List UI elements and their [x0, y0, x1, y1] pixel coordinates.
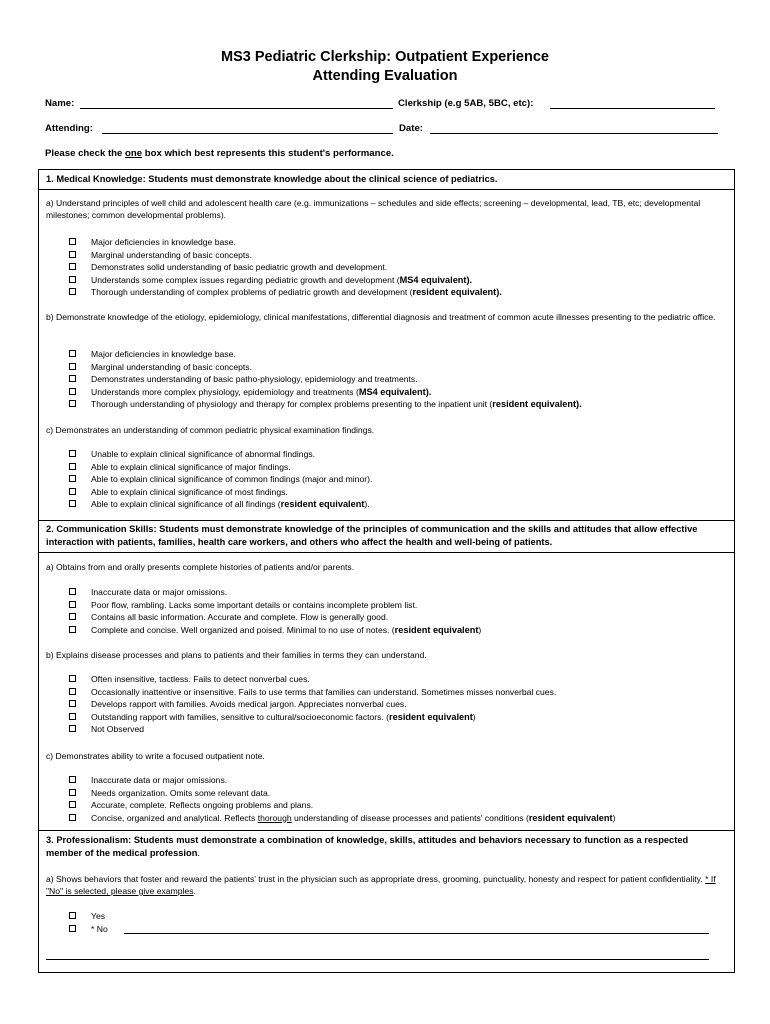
checkbox[interactable] — [69, 700, 76, 707]
option[interactable]: Inaccurate data or major omissions. — [69, 774, 724, 787]
option[interactable]: Thorough understanding of physiology and therapy for complex problems presenting to the inpatient unit (resident equivalent). — [69, 398, 724, 411]
evaluation-box — [38, 169, 735, 973]
checkbox[interactable] — [69, 375, 76, 382]
divider — [39, 520, 734, 521]
checkbox[interactable] — [69, 363, 76, 370]
option[interactable]: Develops rapport with families. Avoids medical jargon. Appreciates nonverbal cues. — [69, 698, 724, 711]
option[interactable]: Demonstrates understanding of basic patho-physiology, epidemiology and treatments. — [69, 373, 724, 386]
checkbox[interactable] — [69, 912, 76, 919]
option[interactable]: Inaccurate data or major omissions. — [69, 586, 724, 599]
date-field[interactable] — [430, 133, 718, 134]
checkbox[interactable] — [69, 675, 76, 682]
option[interactable]: Understands more complex physiology, epidemiology and treatments (MS4 equivalent). — [69, 386, 724, 399]
attending-field[interactable] — [102, 133, 393, 134]
option[interactable]: Thorough understanding of complex problems of pediatric growth and development (resident equivalent). — [69, 286, 724, 299]
option[interactable]: Understands some complex issues regarding pediatric growth and development (MS4 equivalent). — [69, 274, 724, 287]
checkbox[interactable] — [69, 801, 76, 808]
option[interactable]: Occasionally inattentive or insensitive. Fails to use terms that families can understand. Sometimes misses nonverbal cues. — [69, 686, 724, 699]
option[interactable]: Often insensitive, tactless. Fails to detect nonverbal cues. — [69, 673, 724, 686]
checkbox[interactable] — [69, 475, 76, 482]
option[interactable]: Poor flow, rambling. Lacks some important details or contains incomplete problem list. — [69, 599, 724, 612]
checkbox[interactable] — [69, 925, 76, 932]
clerkship-label: Clerkship (e.g 5AB, 5BC, etc): — [398, 98, 534, 109]
examples-line[interactable] — [124, 933, 709, 934]
option[interactable]: Unable to explain clinical significance of abnormal findings. — [69, 448, 724, 461]
option[interactable]: Complete and concise. Well organized and poised. Minimal to no use of notes. (resident equivalent) — [69, 624, 724, 637]
divider — [39, 830, 734, 831]
checkbox[interactable] — [69, 238, 76, 245]
section-1b-options — [69, 348, 724, 411]
checkbox[interactable] — [69, 776, 76, 783]
option-yes[interactable]: Yes — [69, 910, 724, 923]
option[interactable]: Marginal understanding of basic concepts. — [69, 249, 724, 262]
option[interactable]: Accurate, complete. Reflects ongoing problems and plans. — [69, 799, 724, 812]
divider — [39, 552, 734, 553]
option[interactable]: Concise, organized and analytical. Reflects thorough understanding of disease processes and patients' conditions (resident equivalent) — [69, 812, 724, 825]
section-1a-prompt: a) Understand principles of well child and adolescent health care (e.g. immunizations – schedules and side effects; screening – developmental, lead, TB, etc; developmental milestones; common developmental problems). — [46, 198, 701, 220]
section-2c-prompt: c) Demonstrates ability to write a focused outpatient note. — [46, 751, 265, 761]
divider — [39, 189, 734, 190]
option[interactable]: Able to explain clinical significance of most findings. — [69, 486, 724, 499]
option[interactable]: Able to explain clinical significance of major findings. — [69, 461, 724, 474]
option[interactable]: Able to explain clinical significance of common findings (major and minor). — [69, 473, 724, 486]
checkbox[interactable] — [69, 488, 76, 495]
form-title: MS3 Pediatric Clerkship: Outpatient Experience — [221, 49, 549, 65]
checkbox[interactable] — [69, 713, 76, 720]
checkbox[interactable] — [69, 814, 76, 821]
checkbox[interactable] — [69, 789, 76, 796]
section-1a-options — [69, 236, 724, 299]
section-2-heading: 2. Communication Skills: Students must demonstrate knowledge of the principles of communication and the skills and attitudes that allow effective interaction with patients, families, health care workers, and others who affect the health and well-being of patients. — [46, 524, 698, 547]
option[interactable]: Contains all basic information. Accurate and complete. Flow is generally good. — [69, 611, 724, 624]
section-2b-prompt: b) Explains disease processes and plans to patients and their families in terms they can understand. — [46, 650, 427, 660]
option[interactable]: Outstanding rapport with families, sensitive to cultural/socioeconomic factors. (resident equivalent) — [69, 711, 724, 724]
section-2b-options — [69, 673, 724, 736]
attending-label: Attending: — [45, 123, 93, 134]
checkbox[interactable] — [69, 288, 76, 295]
checkbox[interactable] — [69, 276, 76, 283]
section-3a-prompt: a) Shows behaviors that foster and reward the patients' trust in the physician such as appropriate dress, grooming, punctuality, honesty and respect for patient confidentiality. * If "No" is selected, please give examples. — [46, 874, 716, 896]
option[interactable]: Needs organization. Omits some relevant data. — [69, 787, 724, 800]
section-2c-options — [69, 774, 724, 824]
instructions: Please check the one box which best represents this student's performance. — [45, 148, 394, 159]
name-field[interactable] — [80, 108, 393, 109]
checkbox[interactable] — [69, 388, 76, 395]
checkbox[interactable] — [69, 725, 76, 732]
section-1c-prompt: c) Demonstrates an understanding of common pediatric physical examination findings. — [46, 425, 375, 435]
option[interactable]: Major deficiencies in knowledge base. — [69, 236, 724, 249]
option[interactable]: Not Observed — [69, 723, 724, 736]
checkbox[interactable] — [69, 688, 76, 695]
section-1b-prompt: b) Demonstrate knowledge of the etiology, epidemiology, clinical manifestations, differential diagnosis and treatment of common acute illnesses presenting to the pediatric office. — [46, 312, 716, 322]
option[interactable]: Demonstrates solid understanding of basic pediatric growth and development. — [69, 261, 724, 274]
section-2a-prompt: a) Obtains from and orally presents complete histories of patients and/or parents. — [46, 562, 355, 572]
checkbox[interactable] — [69, 450, 76, 457]
date-label: Date: — [399, 123, 423, 134]
section-2a-options — [69, 586, 724, 636]
checkbox[interactable] — [69, 251, 76, 258]
checkbox[interactable] — [69, 263, 76, 270]
option[interactable]: Major deficiencies in knowledge base. — [69, 348, 724, 361]
option[interactable]: Marginal understanding of basic concepts. — [69, 361, 724, 374]
section-3-heading: 3. Professionalism: Students must demonstrate a combination of knowledge, skills, attitudes and behaviors necessary to function as a respected member of the medical profession. — [46, 835, 689, 858]
section-1-heading: 1. Medical Knowledge: Students must demonstrate knowledge about the clinical science of pediatrics. — [46, 174, 498, 184]
checkbox[interactable] — [69, 588, 76, 595]
option-no[interactable]: * No — [69, 923, 724, 936]
checkbox[interactable] — [69, 400, 76, 407]
section-3a-options — [69, 910, 724, 935]
checkbox[interactable] — [69, 500, 76, 507]
checkbox[interactable] — [69, 613, 76, 620]
option[interactable]: Able to explain clinical significance of all findings (resident equivalent). — [69, 498, 724, 511]
clerkship-field[interactable] — [550, 108, 715, 109]
checkbox[interactable] — [69, 463, 76, 470]
name-label: Name: — [45, 98, 75, 109]
form-subtitle: Attending Evaluation — [312, 68, 458, 84]
checkbox[interactable] — [69, 601, 76, 608]
checkbox[interactable] — [69, 350, 76, 357]
examples-line[interactable] — [46, 959, 709, 960]
checkbox[interactable] — [69, 626, 76, 633]
section-1c-options — [69, 448, 724, 511]
